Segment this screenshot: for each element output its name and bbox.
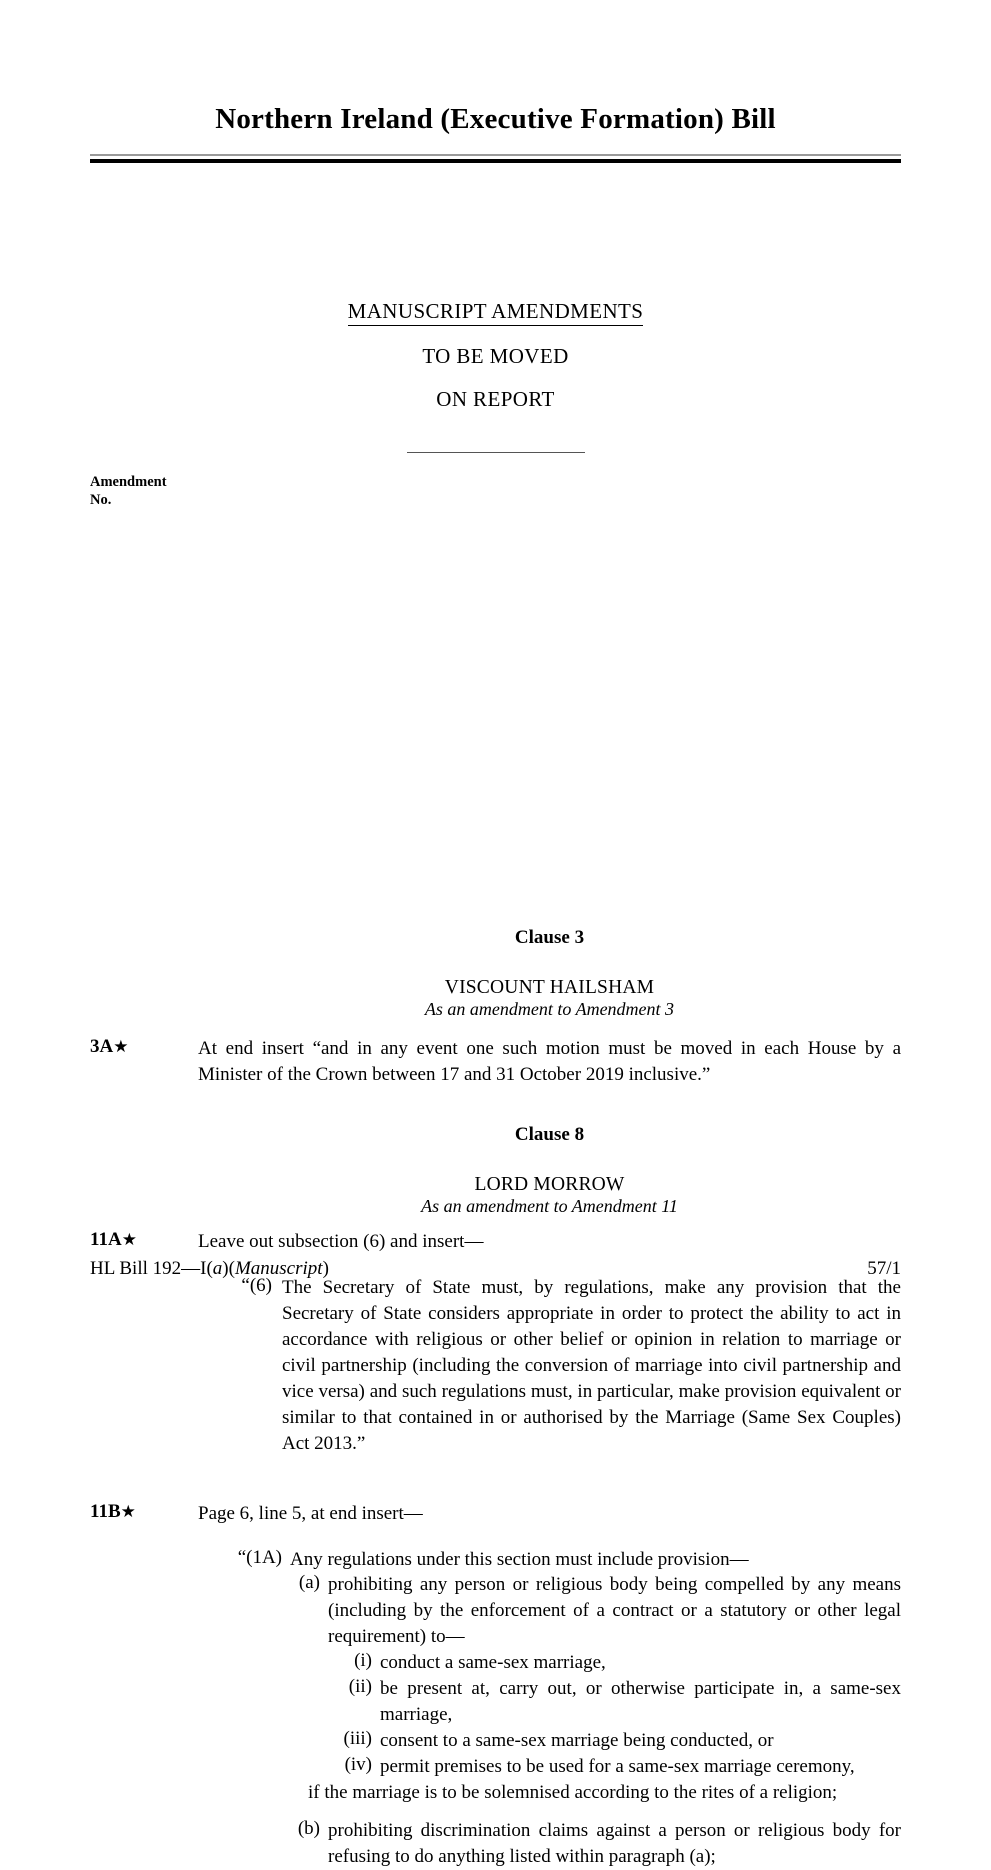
star-icon: ★ xyxy=(121,1230,137,1250)
paragraph-a-tail xyxy=(198,1780,901,1806)
paragraph-b xyxy=(198,1818,901,1870)
page-title: Northern Ireland (Executive Formation) Bill xyxy=(215,103,776,135)
paragraph-text-a: prohibiting any person or religious body being compelled by any means (including by the enforcement of a contract or a statutory or other legal requirement) to— xyxy=(328,1574,901,1648)
amendment-row-11b xyxy=(90,1501,901,1527)
quoted-subsection-1a xyxy=(198,1547,901,1573)
amendment-lead-11a: Leave out subsection (6) and insert— xyxy=(198,1231,484,1253)
bill-reference: HL Bill 192—I(a)(Manuscript) xyxy=(90,1258,329,1279)
amendment-number-3a: 3A★ xyxy=(90,1036,129,1058)
clause-heading-8: Clause 8 xyxy=(514,1124,585,1146)
quoted-text-6: The Secretary of State must, by regulations, make any provision that the Secretary of State considers appropriate in order to protect the ability to act in accordance with religious or other belief or opinion in relation to marriage or civil partnership (including the conversion of marriage into civil partnership and vice versa) and such regulations must, in particular, make provision equivalent or similar to that contained in or authorised by the Marriage (Same Sex Couples) Act 2013.” xyxy=(282,1277,901,1454)
heading-on-report: ON REPORT xyxy=(436,386,555,411)
quoted-subsection-6 xyxy=(198,1275,901,1456)
amendment-row-11a xyxy=(90,1229,901,1255)
subitem-text-i: conduct a same-sex marriage, xyxy=(380,1652,606,1674)
quoted-marker-6: “(6) xyxy=(241,1275,272,1297)
subitem-iv xyxy=(198,1754,901,1780)
subitem-text-iii: consent to a same-sex marriage being conducted, or xyxy=(380,1729,774,1751)
subitem-ii xyxy=(198,1676,901,1728)
amendment-label-line-1: Amendment xyxy=(90,474,167,490)
amendment-lead-11b: Page 6, line 5, at end insert— xyxy=(198,1502,423,1524)
subitem-i xyxy=(198,1650,901,1676)
member-name-morrow: LORD MORROW xyxy=(474,1174,625,1196)
amendment-number-11a: 11A★ xyxy=(90,1229,137,1251)
amendment-text-3a: At end insert “and in any event one such motion must be moved in each House by a Minister of the Crown between 17 and 31 October 2019 inclusive.” xyxy=(198,1038,901,1086)
amendment-number-11b: 11B★ xyxy=(90,1500,136,1522)
paragraph-marker-a: (a) xyxy=(298,1572,320,1594)
paragraph-marker-b: (b) xyxy=(297,1817,320,1839)
star-icon: ★ xyxy=(120,1501,136,1521)
as-amendment-note-3: As an amendment to Amendment 3 xyxy=(424,999,675,1020)
star-icon: ★ xyxy=(113,1037,129,1057)
heading-to-be-moved: TO BE MOVED xyxy=(422,343,569,368)
subitem-marker-i: (i) xyxy=(354,1650,372,1672)
clause-heading-3: Clause 3 xyxy=(514,927,585,949)
paragraph-text-b: prohibiting discrimination claims against a person or religious body for refusing to do anything listed within paragraph (a); xyxy=(328,1819,901,1867)
subitem-marker-iv: (iv) xyxy=(344,1753,372,1775)
quoted-text-1a: Any regulations under this section must include provision— xyxy=(290,1548,749,1570)
title-divider xyxy=(90,154,901,163)
paragraph-a-tail-text: if the marriage is to be solemnised according to the rites of a religion; xyxy=(308,1781,838,1803)
heading-manuscript-amendments: MANUSCRIPT AMENDMENTS xyxy=(348,299,644,326)
amendment-label-line-2: No. xyxy=(90,491,112,508)
subitem-marker-iii: (iii) xyxy=(343,1727,372,1749)
subitem-text-ii: be present at, carry out, or otherwise participate in, a same-sex marriage, xyxy=(380,1678,901,1726)
subitem-text-iv: permit premises to be used for a same-sex marriage ceremony, xyxy=(380,1755,855,1777)
subitem-iii xyxy=(198,1728,901,1754)
page-number: 57/1 xyxy=(867,1258,901,1279)
heading-manuscript-amendments-wrap xyxy=(90,299,901,326)
amendment-number-column-label xyxy=(90,474,167,510)
page-footer xyxy=(90,1258,901,1280)
amendment-row-3a xyxy=(90,1036,901,1088)
document-heading-block xyxy=(90,299,901,454)
member-name-hailsham: VISCOUNT HAILSHAM xyxy=(444,977,655,999)
as-amendment-note-11: As an amendment to Amendment 11 xyxy=(421,1196,678,1217)
subitem-marker-ii: (ii) xyxy=(348,1676,372,1698)
paragraph-a xyxy=(198,1572,901,1650)
quoted-marker-1a: “(1A) xyxy=(237,1546,282,1568)
